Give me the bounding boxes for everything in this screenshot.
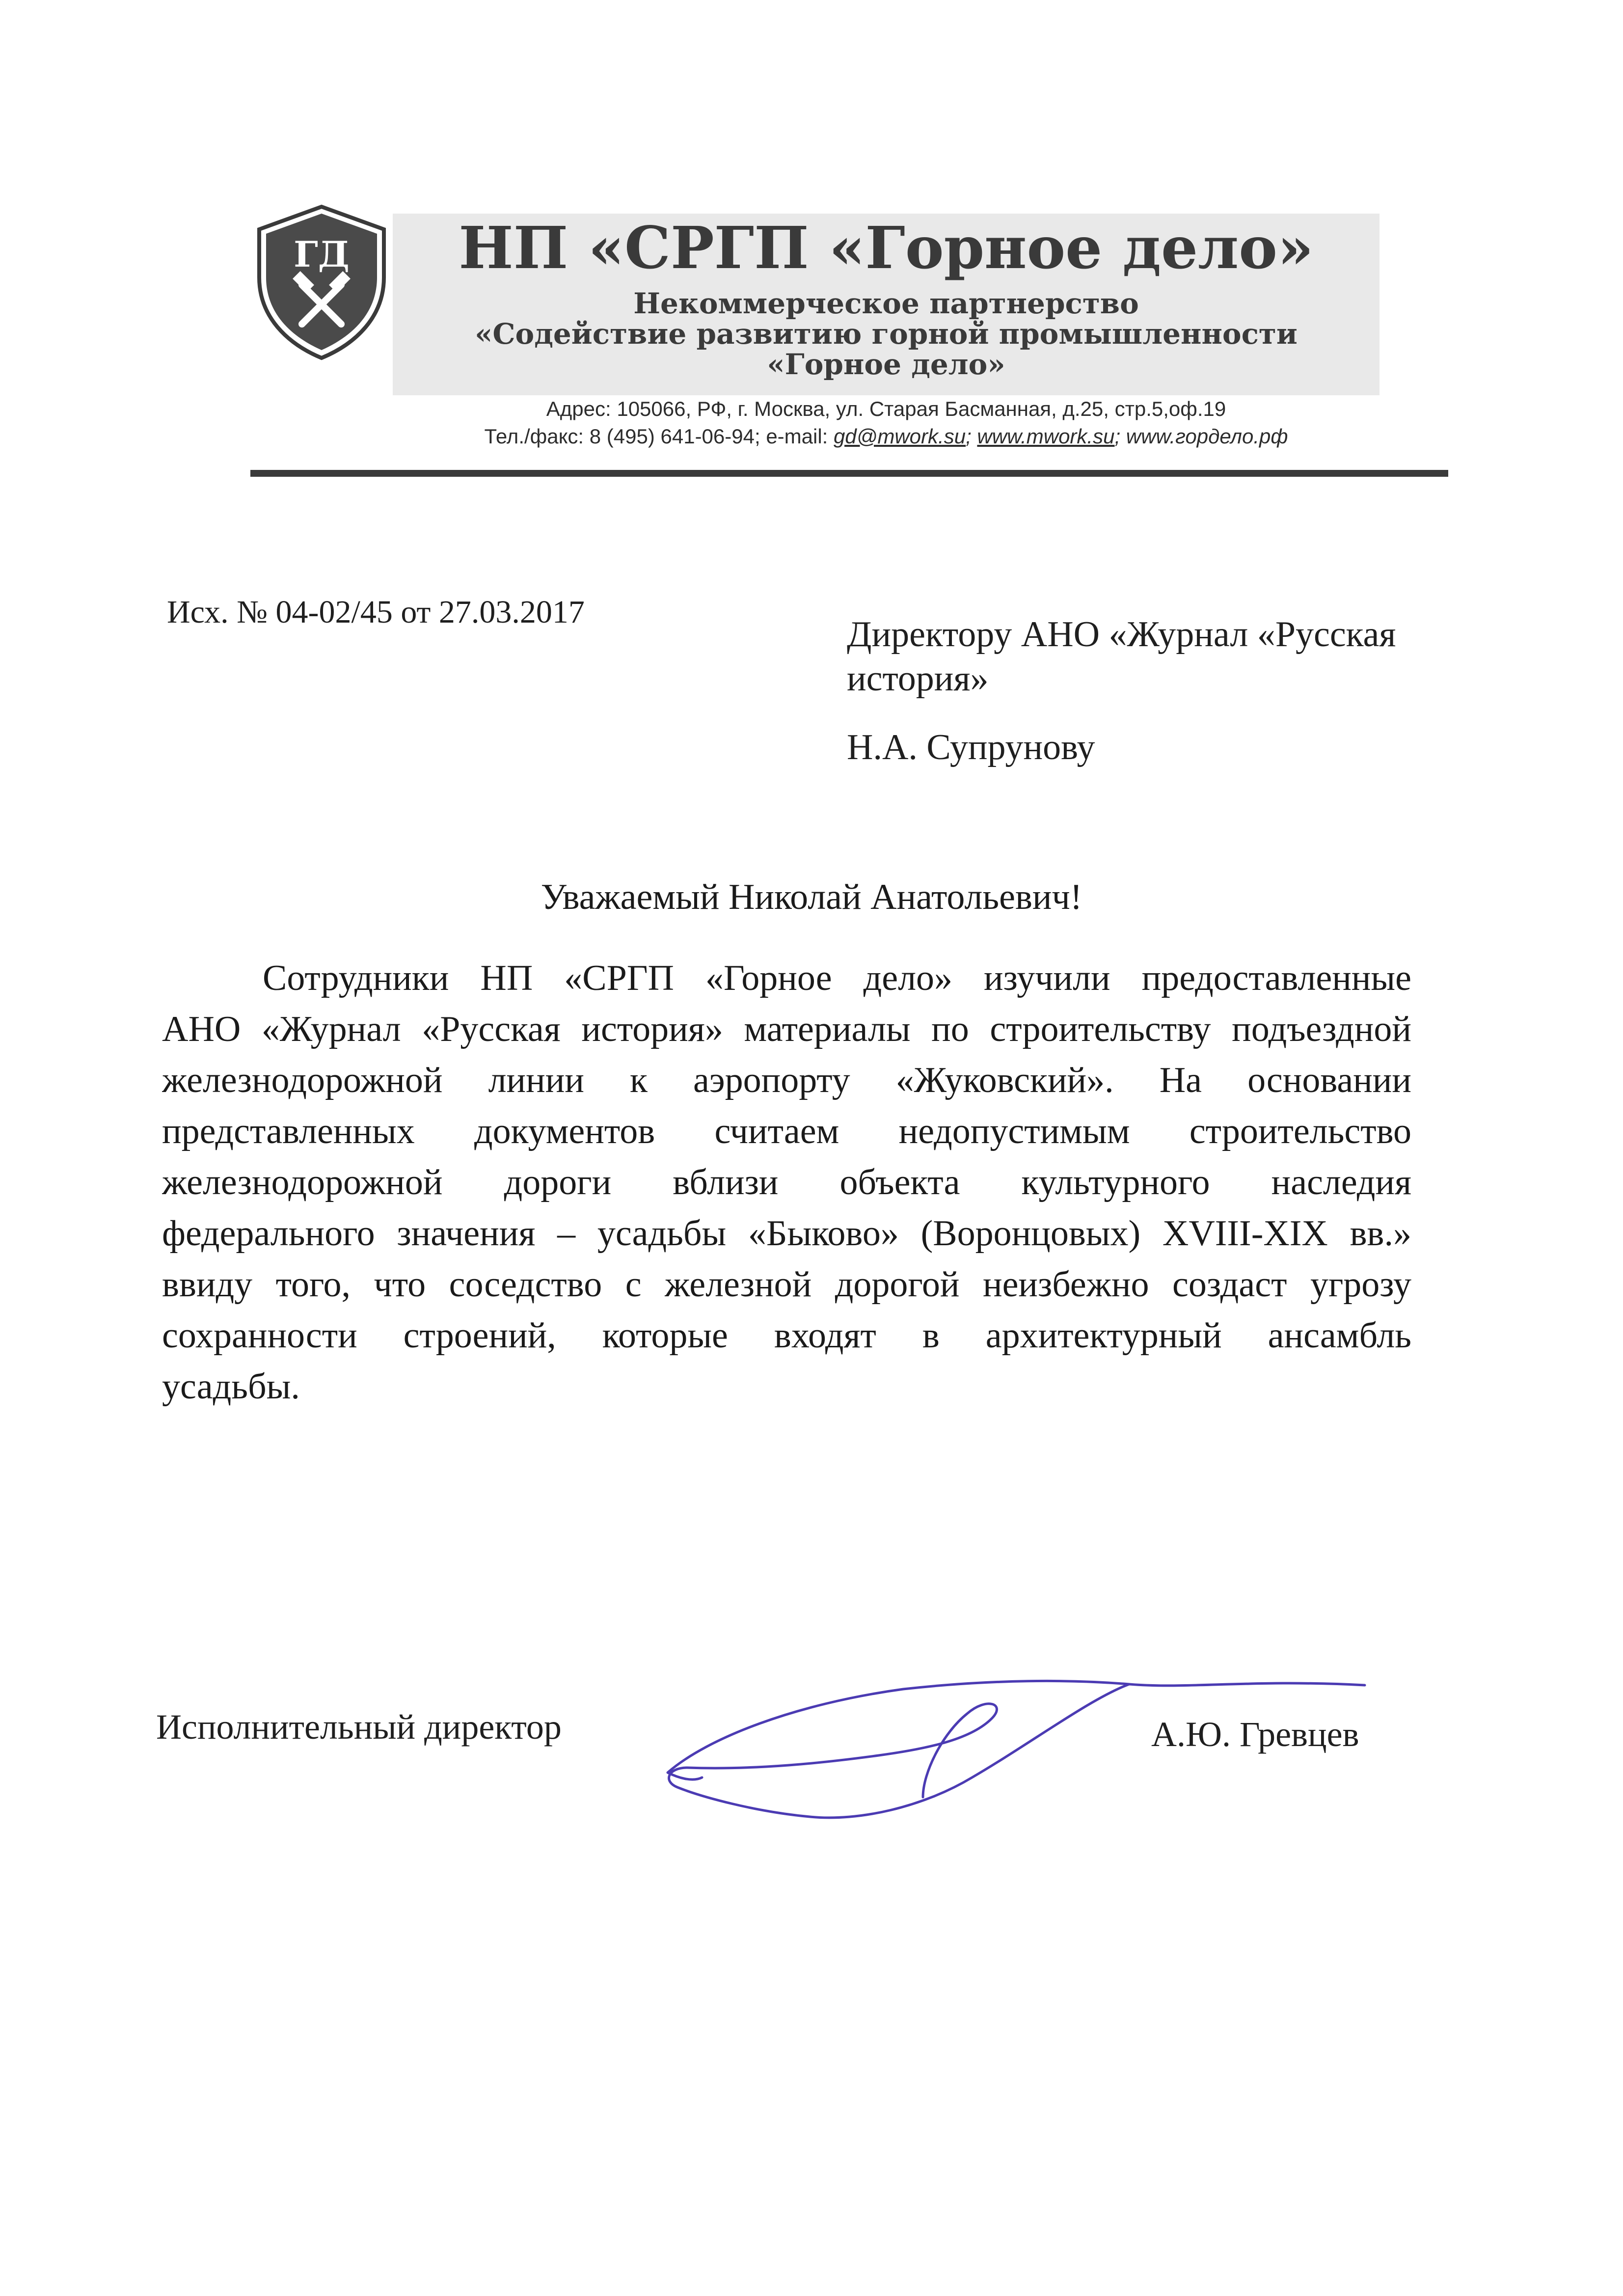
addressee-name: Н.А. Супрунову bbox=[847, 727, 1095, 767]
body-line: ввиду того, что соседство с железной дорогой неизбежно создаст угрозу bbox=[162, 1264, 1411, 1305]
greeting: Уважаемый Николай Анатольевич! bbox=[541, 877, 1082, 917]
body-line: усадьбы. bbox=[162, 1367, 300, 1407]
emblem-letters: ГД bbox=[294, 233, 350, 275]
organization-subtitle: «Содействие развитию горной промышленности bbox=[475, 317, 1298, 351]
body-line: железнодорожной дороги вблизи объекта культурного наследия bbox=[162, 1162, 1411, 1203]
organization-title: НП «СРГП «Горное дело» bbox=[459, 214, 1314, 282]
letterhead-divider bbox=[250, 470, 1448, 477]
website-link[interactable]: www.mwork.su bbox=[977, 425, 1115, 448]
body-line: Сотрудники НП «СРГП «Горное дело» изучили предоставленные bbox=[263, 958, 1411, 998]
website-link[interactable]: www.гордело.рф bbox=[1126, 425, 1288, 448]
body-line: АНО «Журнал «Русская история» материалы по строительству подъездной bbox=[162, 1009, 1411, 1049]
separator: ; bbox=[966, 425, 977, 448]
organization-contacts bbox=[393, 423, 1380, 450]
organization-subtitle: Некоммерческое партнерство bbox=[633, 287, 1139, 320]
phone-label: Тел./факс: 8 (495) 641-06-94; e-mail: bbox=[484, 425, 834, 448]
addressee-line: история» bbox=[847, 658, 989, 699]
letter-body bbox=[162, 953, 1411, 1412]
addressee-line: Директору АНО «Журнал «Русская bbox=[847, 614, 1396, 655]
letterhead bbox=[250, 194, 1448, 489]
separator: ; bbox=[1114, 425, 1126, 448]
outgoing-reference: Исх. № 04-02/45 от 27.03.2017 bbox=[167, 594, 585, 630]
body-line: представленных документов считаем недопустимым строительство bbox=[162, 1111, 1411, 1151]
signatory-name: А.Ю. Гревцев bbox=[1151, 1715, 1359, 1754]
body-line: федерального значения – усадьбы «Быково» (Воронцовых) XVIII-XIX вв.» bbox=[162, 1213, 1411, 1254]
signatory-role: Исполнительный директор bbox=[156, 1707, 562, 1747]
body-line: железнодорожной линии к аэропорту «Жуковский». На основании bbox=[162, 1060, 1411, 1100]
organization-emblem bbox=[255, 204, 388, 361]
organization-subtitle: «Горное дело» bbox=[767, 348, 1005, 381]
email-link[interactable]: gd@mwork.su bbox=[834, 425, 966, 448]
organization-name-block bbox=[393, 214, 1380, 395]
body-line: сохранности строений, которые входят в архитектурный ансамбль bbox=[162, 1315, 1411, 1356]
organization-address: Адрес: 105066, РФ, г. Москва, ул. Старая Басманная, д.25, стр.5,оф.19 bbox=[546, 397, 1226, 420]
